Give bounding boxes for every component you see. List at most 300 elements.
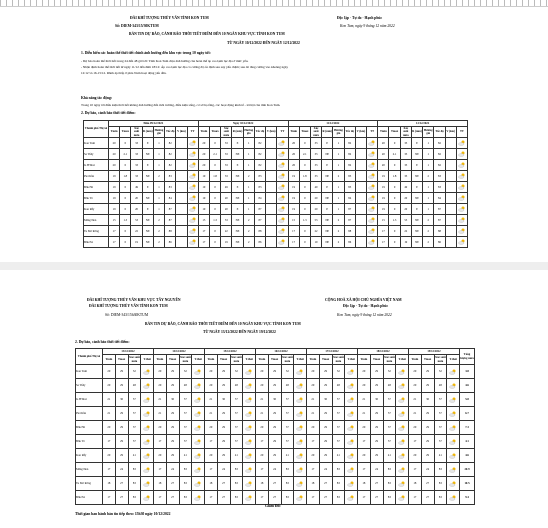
weather-cloud-sun-icon — [347, 467, 355, 473]
weather-cell — [243, 449, 256, 463]
value-cell: 20 — [205, 421, 218, 435]
value-cell: 1 — [423, 182, 434, 193]
value-cell: 57 — [281, 393, 294, 407]
weather-cell — [187, 149, 198, 160]
place-name: Đăk Psi — [84, 237, 109, 248]
value-cell: 24 — [421, 463, 434, 477]
value-cell: 17 — [378, 237, 389, 248]
sub-header: Hướng gió — [243, 127, 254, 138]
value-cell: 20 — [109, 149, 120, 160]
value-cell: 19 — [288, 204, 299, 215]
value-cell: 57 — [332, 435, 345, 449]
value-cell: 19 — [378, 193, 389, 204]
value-cell: 2 — [153, 237, 164, 248]
value-cell: 0 — [209, 204, 220, 215]
weather-cell — [187, 138, 198, 149]
weather-cloud-sun-icon — [143, 369, 151, 375]
weather-cloud-sun-icon — [189, 173, 197, 179]
value-cell: 0 — [299, 138, 310, 149]
place-name: Ia H'Drai — [84, 160, 109, 171]
sub-header: Tmax — [299, 127, 310, 138]
value-cell: 33 — [131, 171, 142, 182]
weather-cloud-sun-icon — [347, 453, 355, 459]
value-cell: NE — [142, 149, 153, 160]
weather-cell — [396, 421, 409, 435]
doc-number: Số: DIEM-343/15/30KTUM — [115, 24, 159, 28]
value-cell: 48 — [434, 379, 447, 393]
table-row — [84, 215, 468, 226]
value-cell: 18 — [358, 477, 371, 491]
value-cell: 24 — [217, 463, 230, 477]
weather-cell — [277, 171, 288, 182]
value-cell: 83 — [281, 491, 294, 505]
weather-cloud-sun-icon — [347, 425, 355, 431]
value-cell: 17 — [154, 491, 167, 505]
value-cell: 2 — [153, 226, 164, 237]
sub-header: Tmin — [198, 127, 209, 138]
value-cell: 27 — [166, 491, 179, 505]
visibility-cell — [176, 171, 187, 182]
value-cell: NE — [322, 215, 333, 226]
value-cell: 2 — [333, 237, 344, 248]
weather-cloud-sun-icon — [347, 369, 355, 375]
value-cell: 29 — [268, 449, 281, 463]
sub-header: Tmax — [120, 127, 131, 138]
weather-cloud-sun-icon — [449, 439, 457, 445]
ruler — [0, 0, 548, 7]
value-cell: 29 — [319, 407, 332, 421]
value-cell: NE — [322, 171, 333, 182]
sub-header: Xác suất mưa — [400, 127, 411, 138]
weather-cloud-sun-icon — [458, 140, 466, 146]
value-cell: 33 — [131, 149, 142, 160]
value-cell: 1.3 — [209, 215, 220, 226]
value-cell: 20 — [358, 379, 371, 393]
weather-cloud-sun-icon — [347, 439, 355, 445]
value-cell: 27 — [166, 477, 179, 491]
weather-cell — [187, 182, 198, 193]
value-cell: 18 — [154, 477, 167, 491]
weather-cloud-sun-icon — [368, 195, 376, 201]
value-cell: 48 — [179, 379, 192, 393]
value-cell: NE — [232, 215, 243, 226]
value-cell: 0 — [209, 226, 220, 237]
value-cell: E — [142, 182, 153, 193]
value-cell: 1 — [243, 204, 254, 215]
weather-cloud-sun-icon — [245, 467, 253, 473]
value-cell: 83 — [179, 477, 192, 491]
sub-header: T.thái — [141, 355, 154, 365]
visibility-cell — [266, 171, 277, 182]
value-cell: 19 — [288, 171, 299, 182]
value-cell: 30 — [421, 393, 434, 407]
value-cell: 24 — [319, 463, 332, 477]
value-cell: 30 — [319, 393, 332, 407]
weather-cloud-sun-icon — [296, 439, 304, 445]
value-cell: 20 — [103, 449, 116, 463]
weather-cell — [447, 407, 460, 421]
sub-header: Tmax — [389, 127, 400, 138]
table-row — [76, 421, 475, 435]
value-cell: 20 — [378, 149, 389, 160]
value-cell: 29 — [319, 421, 332, 435]
doc-period: TỪ NGÀY 10/12/2022 ĐẾN NGÀY 12/12/2022 — [227, 41, 300, 45]
value-cell: 86 — [434, 237, 445, 248]
table-row — [76, 393, 475, 407]
value-cell: 33 — [221, 160, 232, 171]
sub-header: TT — [187, 127, 198, 138]
value-cell: 2 — [423, 237, 434, 248]
sub-header: R (mm) — [232, 127, 243, 138]
weather-cloud-sun-icon — [278, 206, 286, 212]
visibility-cell — [445, 138, 456, 149]
value-cell: 37 — [434, 421, 447, 435]
value-cell: 49 — [400, 182, 411, 193]
value-cell: 20 — [221, 193, 232, 204]
value-cell: 2 — [153, 171, 164, 182]
value-cell: 0 — [299, 160, 310, 171]
value-cell: 2.1 — [299, 149, 310, 160]
value-cell: 32 — [281, 365, 294, 379]
value-cell: 57 — [128, 393, 141, 407]
value-cell: 29 — [421, 435, 434, 449]
total-rain-cell: 6.7 — [460, 407, 475, 421]
value-cell: 19 — [198, 182, 209, 193]
value-cell: 57 — [383, 435, 396, 449]
value-cell: 0 — [209, 182, 220, 193]
total-rain-cell: 10.5 — [460, 477, 475, 491]
value-cell: 1 — [333, 149, 344, 160]
visibility-cell — [355, 171, 366, 182]
value-cell: 1 — [153, 149, 164, 160]
sub-header: R (mm) — [411, 127, 422, 138]
place-date-2: Kon Tum, ngày 9 tháng 12 năm 2022 — [337, 313, 392, 317]
weather-cloud-sun-icon — [458, 184, 466, 190]
value-cell: 33 — [310, 160, 321, 171]
value-cell: 20 — [409, 421, 422, 435]
motto: Độc lập - Tự do - Hạnh phúc — [337, 16, 383, 20]
weather-cell — [345, 393, 358, 407]
value-cell: 20 — [378, 160, 389, 171]
table-row — [76, 379, 475, 393]
place-date: Kon Tum, ngày 9 tháng 12 năm 2022 — [340, 24, 395, 28]
weather-cell — [396, 491, 409, 505]
value-cell: 48 — [128, 379, 141, 393]
value-cell: 20 — [154, 365, 167, 379]
value-cell: E — [322, 160, 333, 171]
weather-cell — [294, 393, 307, 407]
weather-cloud-sun-icon — [278, 195, 286, 201]
value-cell: E — [411, 182, 422, 193]
value-cell: 20 — [198, 138, 209, 149]
weather-cloud-sun-icon — [245, 481, 253, 487]
value-cell: 20 — [378, 138, 389, 149]
weather-cell — [447, 477, 460, 491]
visibility-cell — [176, 182, 187, 193]
visibility-cell — [355, 149, 366, 160]
sub-header: T.thái — [243, 355, 256, 365]
weather-cell — [243, 435, 256, 449]
visibility-cell — [445, 160, 456, 171]
value-cell: 17 — [358, 463, 371, 477]
value-cell: 83 — [383, 463, 396, 477]
motto-2: Độc lập - Tự do - Hạnh phúc — [343, 304, 389, 308]
weather-cell — [277, 226, 288, 237]
value-cell: E — [232, 182, 243, 193]
value-cell: 83 — [434, 182, 445, 193]
value-cell: 27 — [370, 477, 383, 491]
value-cell: 2 — [333, 171, 344, 182]
place-name: Sa Thầy — [76, 379, 103, 393]
weather-cell — [456, 237, 467, 248]
value-cell: 19 — [378, 204, 389, 215]
value-cell: 2.1 — [389, 149, 400, 160]
sub-header: Tmax — [370, 355, 383, 365]
weather-cloud-sun-icon — [449, 383, 457, 389]
weather-cloud-sun-icon — [449, 369, 457, 375]
visibility-cell — [445, 182, 456, 193]
visibility-cell — [355, 182, 366, 193]
weather-cell — [192, 379, 205, 393]
value-cell: NE — [232, 237, 243, 248]
value-cell: 15 — [288, 215, 299, 226]
value-cell: 0 — [389, 160, 400, 171]
weather-cell — [367, 193, 378, 204]
weather-cell — [345, 491, 358, 505]
visibility-cell — [266, 149, 277, 160]
sub-header: T.thái — [396, 355, 409, 365]
place-name: Măng Đen — [84, 215, 109, 226]
value-cell: 20 — [400, 204, 411, 215]
weather-cloud-sun-icon — [143, 495, 151, 501]
date-header: 12/12/2022 — [378, 121, 468, 127]
value-cell: 29 — [115, 421, 128, 435]
visibility-cell — [445, 171, 456, 182]
weather-cloud-sun-icon — [278, 173, 286, 179]
weather-cloud-sun-icon — [245, 495, 253, 501]
section-2-heading-2: 2. Dự báo, cảnh báo thời tiết điểm: — [75, 340, 130, 344]
value-cell: 20 — [288, 138, 299, 149]
sub-header: Xác suất mưa — [221, 127, 232, 138]
weather-cell — [243, 477, 256, 491]
paragraph-2b: 12/12 và 16-15/12. Rãnh áp thấp ở phía Nam hoạt động yếu dần. — [81, 71, 167, 75]
value-cell: 19 — [288, 182, 299, 193]
date-header: 16/12/2022 — [256, 349, 307, 355]
value-cell: 87 — [254, 204, 265, 215]
sub-header: T.thái — [447, 355, 460, 365]
value-cell: 83 — [281, 477, 294, 491]
value-cell: 20 — [256, 421, 269, 435]
sub-header: Tmin — [154, 355, 167, 365]
value-cell: NE — [232, 193, 243, 204]
value-cell: 20 — [103, 379, 116, 393]
value-cell: 20 — [288, 160, 299, 171]
value-cell: 24 — [268, 463, 281, 477]
weather-cell — [367, 226, 378, 237]
value-cell: 87 — [344, 215, 355, 226]
weather-cell — [277, 138, 288, 149]
value-cell: 1 — [243, 138, 254, 149]
weather-cloud-sun-icon — [143, 453, 151, 459]
value-cell: 83 — [128, 463, 141, 477]
value-cell: 1 — [333, 204, 344, 215]
value-cell: 83 — [434, 171, 445, 182]
weather-cloud-sun-icon — [245, 369, 253, 375]
visibility-cell — [176, 160, 187, 171]
value-cell: 27 — [268, 477, 281, 491]
value-cell: 33 — [131, 160, 142, 171]
weather-cloud-sun-icon — [398, 453, 406, 459]
value-cell: 57 — [128, 435, 141, 449]
value-cell: 86 — [344, 237, 355, 248]
value-cell: 29 — [166, 365, 179, 379]
weather-cell — [192, 491, 205, 505]
section-2-heading: 2. Dự báo, cảnh báo thời tiết điểm: — [81, 111, 136, 115]
value-cell: 32 — [179, 365, 192, 379]
value-cell: 1.8 — [389, 171, 400, 182]
sub-header: Xác suất mưa — [131, 127, 142, 138]
value-cell: 29 — [115, 365, 128, 379]
doc-period-2: TỪ NGÀY 13/12/2022 ĐẾN NGÀY 19/12/2022 — [203, 330, 276, 334]
value-cell: 87 — [344, 204, 355, 215]
value-cell: 33 — [400, 171, 411, 182]
weather-cell — [141, 449, 154, 463]
value-cell: 83 — [383, 477, 396, 491]
value-cell: 57 — [179, 407, 192, 421]
weather-cell — [367, 215, 378, 226]
weather-cloud-sun-icon — [398, 425, 406, 431]
weather-cloud-sun-icon — [278, 217, 286, 223]
place-name: Măng Đen — [76, 463, 103, 477]
value-cell: 37 — [383, 421, 396, 435]
value-cell: 37 — [128, 421, 141, 435]
weather-cell — [367, 138, 378, 149]
visibility-cell — [266, 237, 277, 248]
weather-cloud-sun-icon — [278, 151, 286, 157]
weather-cell — [367, 204, 378, 215]
visibility-cell — [445, 193, 456, 204]
value-cell: 29 — [166, 407, 179, 421]
weather-cloud-sun-icon — [278, 228, 286, 234]
table-row — [84, 138, 468, 149]
visibility-cell — [355, 160, 366, 171]
value-cell: 37 — [230, 421, 243, 435]
sub-header: T.thái — [192, 355, 205, 365]
weather-cell — [447, 491, 460, 505]
value-cell: 82 — [344, 138, 355, 149]
weather-cell — [396, 379, 409, 393]
value-cell: NE — [232, 226, 243, 237]
value-cell: 1.3 — [120, 215, 131, 226]
value-cell: 83 — [230, 463, 243, 477]
value-cell: 20 — [205, 365, 218, 379]
sub-header: Tốc độ — [254, 127, 265, 138]
sub-header: Tmin — [288, 127, 299, 138]
weather-cell — [367, 182, 378, 193]
value-cell: 20 — [358, 449, 371, 463]
weather-cell — [294, 463, 307, 477]
table-row — [84, 182, 468, 193]
value-cell: NE — [142, 193, 153, 204]
value-cell: 20 — [221, 204, 232, 215]
value-cell: 18 — [103, 477, 116, 491]
value-cell: 17 — [378, 226, 389, 237]
value-cell: 1.8 — [209, 171, 220, 182]
value-cell: 21 — [358, 393, 371, 407]
weather-cell — [294, 477, 307, 491]
value-cell: 33 — [310, 138, 321, 149]
value-cell: 0 — [389, 182, 400, 193]
value-cell: 20 — [103, 421, 116, 435]
value-cell: 87 — [434, 215, 445, 226]
value-cell: NE — [142, 215, 153, 226]
value-cell: 29 — [370, 407, 383, 421]
weather-cloud-sun-icon — [449, 453, 457, 459]
visibility-cell — [266, 215, 277, 226]
value-cell: 29 — [370, 435, 383, 449]
value-cell: 30 — [268, 393, 281, 407]
visibility-cell — [445, 226, 456, 237]
weather-cloud-sun-icon — [189, 151, 197, 157]
value-cell: 2.1 — [209, 149, 220, 160]
value-cell: E — [411, 138, 422, 149]
forecast-table-2 — [75, 348, 475, 505]
weather-cell — [243, 407, 256, 421]
weather-cloud-sun-icon — [398, 369, 406, 375]
value-cell: 83 — [230, 491, 243, 505]
weather-cloud-sun-icon — [296, 425, 304, 431]
value-cell: 57 — [281, 435, 294, 449]
weather-cell — [447, 365, 460, 379]
sub-header: Tmin — [409, 355, 422, 365]
value-cell: 1 — [243, 182, 254, 193]
value-cell: 41 — [281, 449, 294, 463]
value-cell: 20 — [310, 204, 321, 215]
date-header: 13/12/2022 — [103, 349, 154, 355]
signer-title: Giám Đốc — [265, 504, 281, 508]
table-row — [76, 407, 475, 421]
weather-cell — [187, 171, 198, 182]
value-cell: 0 — [299, 226, 310, 237]
weather-cloud-sun-icon — [398, 495, 406, 501]
value-cell: 83 — [434, 491, 447, 505]
sub-header: V (km) — [445, 127, 456, 138]
value-cell: 83 — [128, 491, 141, 505]
next-issue-note: Thời gian ban hành bản tin tiếp theo: 15h30 ngày 10/12/2022 — [75, 512, 171, 516]
value-cell: 57 — [383, 407, 396, 421]
value-cell: 32 — [128, 365, 141, 379]
value-cell: NE — [411, 149, 422, 160]
value-cell: 20 — [307, 421, 320, 435]
weather-cloud-sun-icon — [278, 162, 286, 168]
weather-cloud-sun-icon — [458, 195, 466, 201]
value-cell: 57 — [179, 393, 192, 407]
weather-cloud-sun-icon — [347, 397, 355, 403]
value-cell: 19 — [198, 193, 209, 204]
value-cell: 29 — [217, 449, 230, 463]
weather-cell — [456, 138, 467, 149]
total-rain-cell: 4.6 — [460, 379, 475, 393]
value-cell: 1 — [423, 160, 434, 171]
value-cell: 29 — [217, 435, 230, 449]
weather-cell — [277, 149, 288, 160]
value-cell: 2 — [243, 215, 254, 226]
value-cell: 17 — [205, 463, 218, 477]
value-cell: 2 — [243, 237, 254, 248]
value-cell: 29 — [217, 379, 230, 393]
value-cell: 53 — [221, 215, 232, 226]
weather-cloud-sun-icon — [296, 397, 304, 403]
